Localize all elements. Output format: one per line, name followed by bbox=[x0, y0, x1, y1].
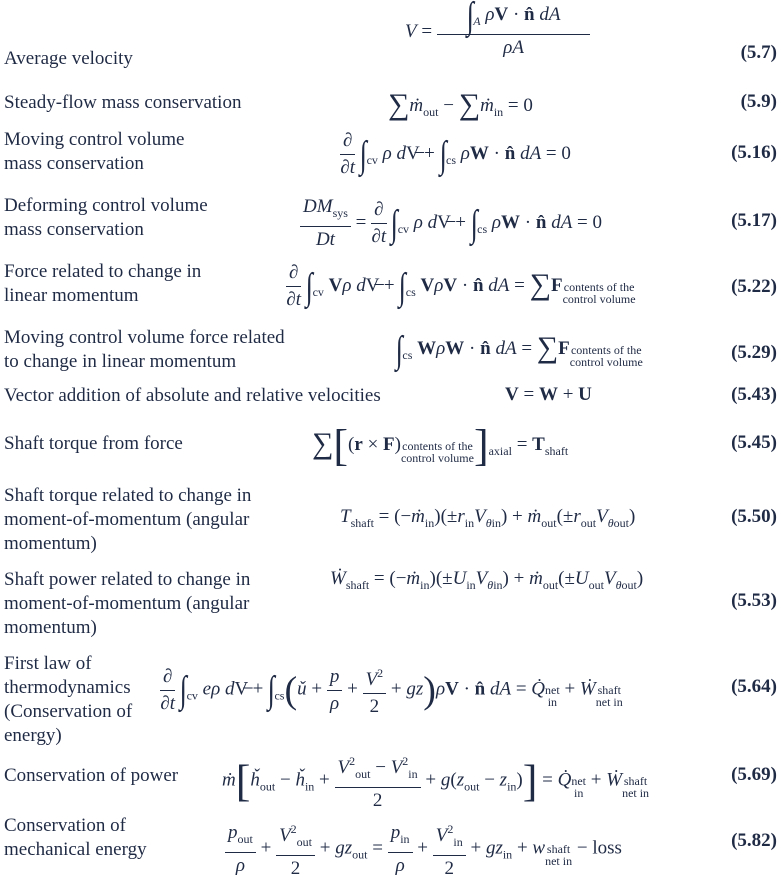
equation-5-43: V = W + U bbox=[505, 384, 592, 405]
equation-number: (5.7) bbox=[740, 42, 777, 63]
equation-number: (5.50) bbox=[731, 506, 777, 527]
equation-5-7: V = $\frac{\int_A \rho V \cdot n̂ dA}{\rho A}$ bbox=[405, 2, 590, 61]
equation-row-5-64 bbox=[0, 650, 781, 746]
equation-5-17: $\frac{DM_{sys}}{Dt}$ = $\frac{\partial}{\partial t}$ $\int_{cv}$ ρ dV̶ + $\int_{cs}$ ρW · n̂ dA = 0 bbox=[300, 194, 602, 253]
equation-row-5-17 bbox=[0, 192, 781, 252]
equation-row-5-7 bbox=[0, 0, 781, 90]
equation-5-29: $\int_{cs}$ WρW · n̂ dA = ∑Fcontents of the control volume bbox=[395, 329, 643, 371]
equation-label: Moving control volume force related to change in linear momentum bbox=[4, 327, 285, 372]
equation-5-16: $\frac{\partial}{\partial t}$ $\int_{cv}$ ρ dV̶ + $\int_{cs}$ ρW · n̂ dA = 0 bbox=[340, 130, 571, 178]
equation-number: (5.43) bbox=[731, 384, 777, 405]
equation-number: (5.64) bbox=[731, 676, 777, 697]
equation-number: (5.16) bbox=[731, 142, 777, 163]
equation-label: Conservation of mechanical energy bbox=[4, 815, 147, 860]
equation-5-82: $\frac{p_{out}}{\rho}$ + $\frac{V^2_{out}}{2}$ + $gz_{out}$ = $\frac{p_{in}}{\rho}$ + $\frac{V^2_{in}}{2}$ + $gz_{in} + w$ shaft net in − loss bbox=[225, 816, 622, 882]
equation-label: Steady-flow mass conservation bbox=[4, 92, 242, 113]
equation-label: Deforming control volume mass conservation bbox=[4, 195, 208, 240]
equation-5-69: $ṁ[ȟ_{out}$ − $ȟ_{in}$ + $\frac{V^2_{out} - V^2_{in}}{2}$ + $g(z_{out} - z_{in})$] = Q̇net in + Ẇ shaft net in bbox=[222, 748, 649, 814]
equation-5-64: $\frac{\partial}{\partial t}$ $\int_{cv}$ eρ dV̶ + $\int_{cs}(ǔ$ + $\frac{p}{\rho}$ + $\frac{V^2}{2}$ + gz)ρV · n̂ dA = Q̇net in + Ẇ shaft net in bbox=[160, 660, 623, 720]
equation-5-53: Ẇ$_{shaft}$ = $(-ṁ_{in})(\pm U_{in}V_{\theta in})$ + $ṁ_{out}(\pm U_{out}V_{\theta out})$ bbox=[330, 568, 644, 592]
equation-label: Force related to change in linear momentum bbox=[4, 261, 202, 306]
equation-row-5-43 bbox=[0, 384, 781, 412]
equation-row-5-69 bbox=[0, 746, 781, 810]
equation-label: Vector addition of absolute and relative velocities bbox=[4, 385, 381, 406]
equation-label: Average velocity bbox=[4, 48, 133, 69]
equation-row-5-50 bbox=[0, 482, 781, 554]
equation-5-50: $T_{shaft}$ = $(-ṁ_{in})(\pm r_{in}V_{\theta in})$ + $ṁ_{out}(\pm r_{out}V_{\theta out})$ bbox=[340, 506, 636, 530]
equation-number: (5.82) bbox=[731, 830, 777, 851]
equation-number: (5.22) bbox=[731, 276, 777, 297]
equation-label: Shaft power related to change in moment-of-momentum (angular momentum) bbox=[4, 569, 251, 638]
equation-5-45: ∑[(r × F)contents of the control $volume]_{axial} = T_{shaft}$ bbox=[312, 421, 569, 470]
equation-number: (5.17) bbox=[731, 210, 777, 231]
equation-number: (5.69) bbox=[731, 764, 777, 785]
equation-label: Moving control volume mass conservation bbox=[4, 129, 185, 174]
equation-5-9: ∑ṁ$_{out}$ − ∑ṁ$_{in}$ = 0 bbox=[388, 88, 533, 121]
equation-number: (5.53) bbox=[731, 590, 777, 611]
equation-row-5-29 bbox=[0, 324, 781, 380]
equation-label: Shaft torque from force bbox=[4, 433, 183, 454]
equation-row-5-9 bbox=[0, 88, 781, 121]
equation-number: (5.9) bbox=[740, 91, 777, 112]
equation-5-22: $\frac{\partial}{\partial t}$ $\int_{cv}$ Vρ dV̶ + $\int_{cs}$ VρV · n̂ dA = ∑Fcontents of the control volume bbox=[286, 262, 636, 310]
equation-label: Conservation of power bbox=[4, 765, 179, 786]
equation-row-5-53 bbox=[0, 566, 781, 638]
equation-row-5-16 bbox=[0, 126, 781, 184]
equation-label: First law of thermodynamics (Conservation of energy) bbox=[4, 653, 133, 746]
equation-number: (5.29) bbox=[731, 342, 777, 363]
equation-number: (5.45) bbox=[731, 432, 777, 453]
equation-label: Shaft torque related to change in moment-of-momentum (angular momentum) bbox=[4, 485, 252, 554]
equation-row-5-82 bbox=[0, 812, 781, 879]
equation-row-5-22 bbox=[0, 258, 781, 320]
equation-row-5-45 bbox=[0, 418, 781, 478]
